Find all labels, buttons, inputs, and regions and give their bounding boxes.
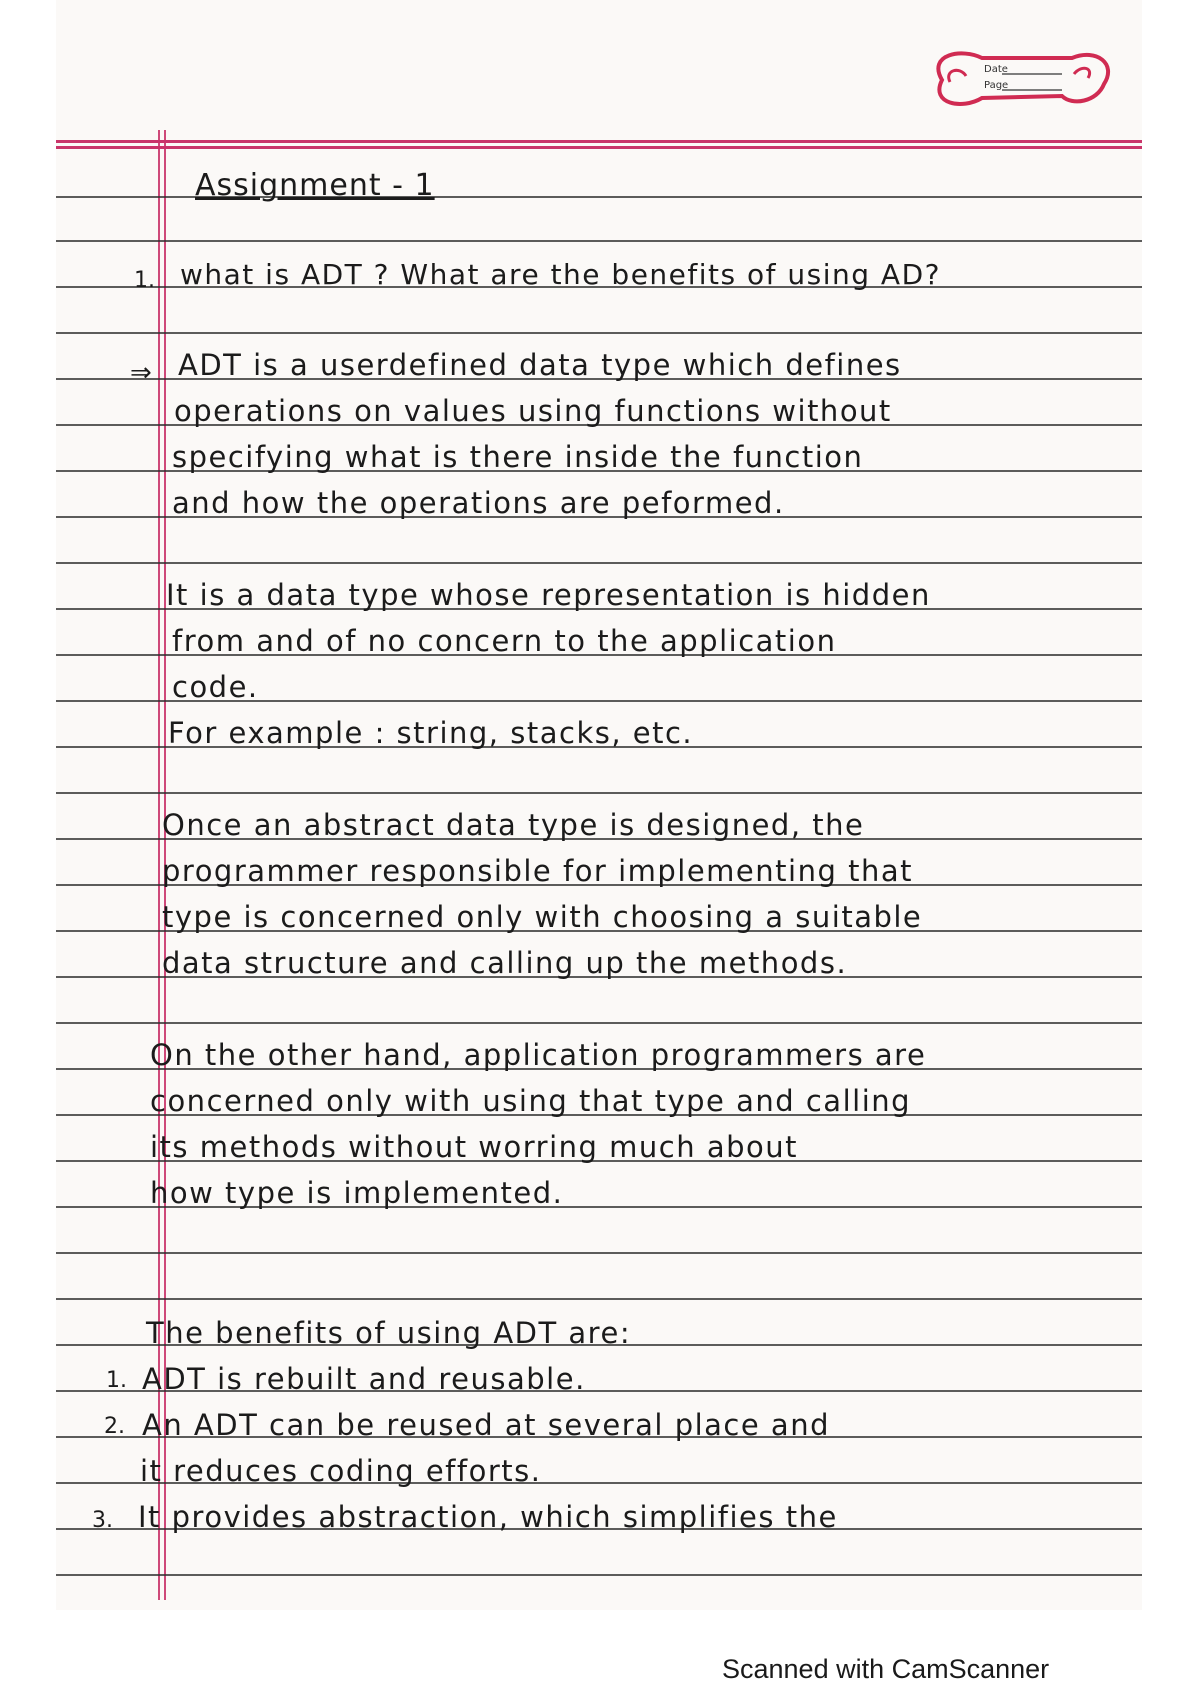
answer-arrow: ⇒: [130, 358, 152, 388]
benefit-number: 3.: [92, 1508, 113, 1533]
paragraph-line: ADT is a userdefined data type which defines: [178, 348, 902, 382]
paragraph-line: type is concerned only with choosing a suitable: [162, 900, 923, 934]
paragraph-line: concerned only with using that type and calling: [150, 1084, 912, 1118]
benefit-number: 1.: [106, 1368, 127, 1393]
benefits-intro: The benefits of using ADT are:: [146, 1316, 632, 1350]
date-page-box: [922, 44, 1114, 116]
paragraph-line: and how the operations are peformed.: [172, 486, 785, 520]
benefit-number: 2.: [104, 1414, 125, 1439]
camscanner-footer: Scanned with CamScanner: [722, 1654, 1050, 1684]
paragraph-line: programmer responsible for implementing that: [162, 854, 913, 888]
paragraph-line: On the other hand, application programmers are: [150, 1038, 927, 1072]
paragraph-line: Once an abstract data type is designed, the: [162, 808, 865, 842]
paragraph-line: It is a data type whose representation is hidden: [166, 578, 931, 612]
question-text: what is ADT ? What are the benefits of using AD?: [180, 258, 942, 291]
page-label: Page: [984, 80, 1009, 91]
benefit-item: ADT is rebuilt and reusable.: [142, 1362, 586, 1396]
paragraph-line: how type is implemented.: [150, 1176, 564, 1210]
ruled-line: [56, 1574, 1142, 1576]
paragraph-line: data structure and calling up the methods.: [162, 946, 848, 980]
ruled-line: [56, 792, 1142, 794]
benefit-item: It provides abstraction, which simplifies the: [138, 1500, 838, 1534]
paragraph-line: specifying what is there inside the function: [172, 440, 864, 474]
ruled-line: [56, 1022, 1142, 1024]
paragraph-line: code.: [172, 670, 259, 704]
date-label: Date: [984, 64, 1008, 75]
scroll-ornament-icon: [922, 44, 1114, 116]
paragraph-line: operations on values using functions without: [174, 394, 892, 428]
ruled-line: [56, 562, 1142, 564]
question-number: 1.: [134, 268, 155, 293]
ruled-line: [56, 332, 1142, 334]
header-rule: [56, 140, 1142, 143]
ruled-line: [56, 1298, 1142, 1300]
paragraph-line: its methods without worring much about: [150, 1130, 799, 1164]
paragraph-line: from and of no concern to the application: [172, 624, 837, 658]
benefit-item: An ADT can be reused at several place and: [142, 1408, 830, 1442]
benefit-item: it reduces coding efforts.: [140, 1454, 542, 1488]
assignment-title: Assignment - 1: [195, 168, 435, 203]
ruled-line: [56, 1252, 1142, 1254]
header-rule: [56, 146, 1142, 149]
example-line: For example : string, stacks, etc.: [168, 716, 694, 750]
ruled-line: [56, 240, 1142, 242]
